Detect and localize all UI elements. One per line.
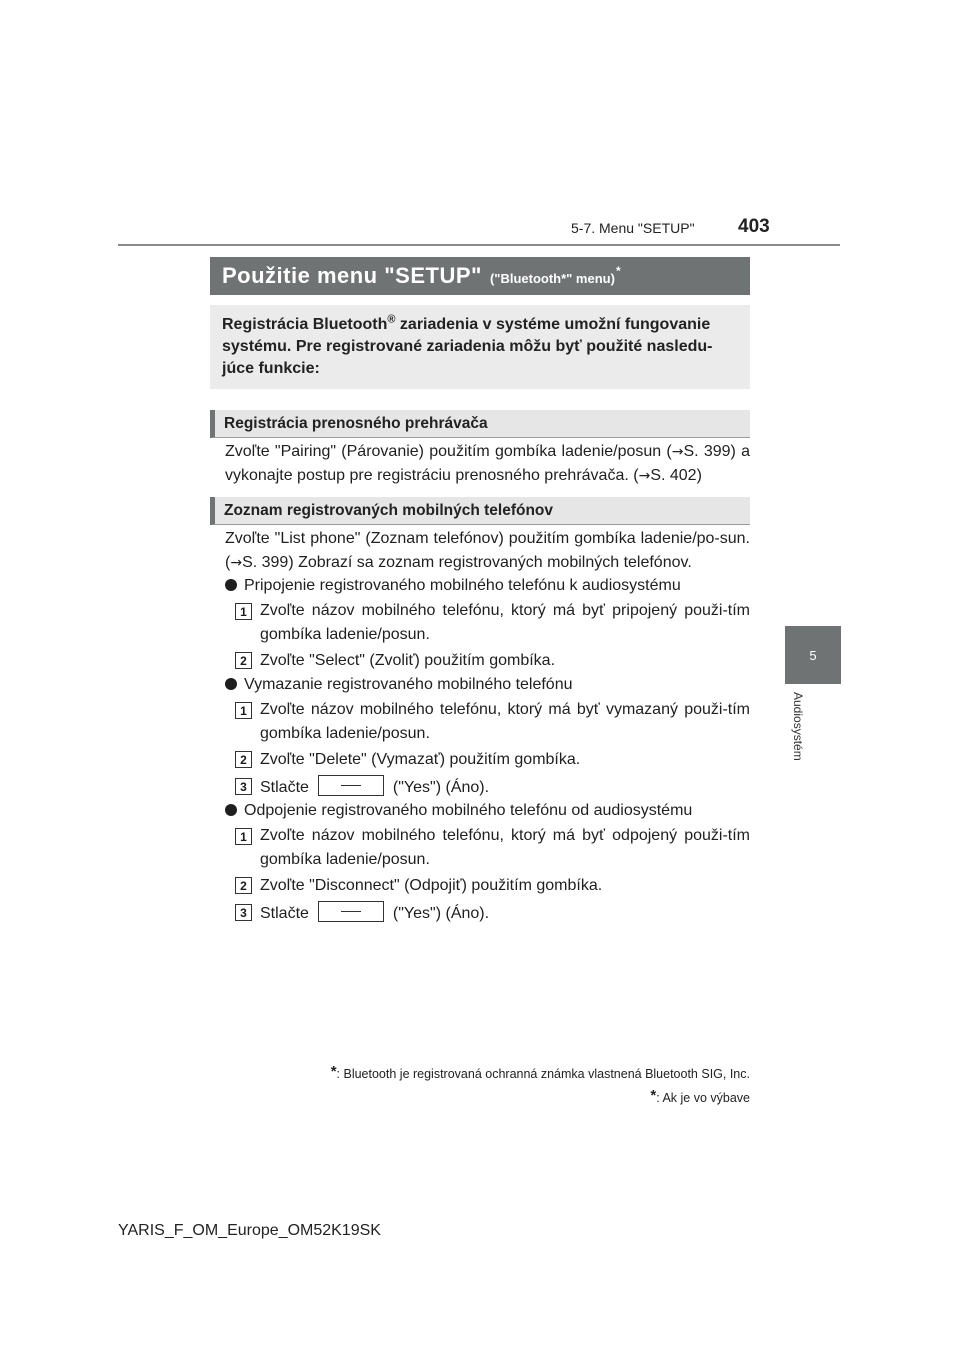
footnote-asterisk: * — [650, 1087, 657, 1104]
step-number: 3 — [235, 778, 252, 795]
step-text: Stlačte ("Yes") (Áno). — [260, 775, 750, 800]
step-text: Zvoľte "Disconnect" (Odpojiť) použitím gombíka. — [260, 877, 603, 894]
page-number: 403 — [738, 216, 770, 237]
title-sub: ("Bluetooth*" menu)* — [489, 263, 621, 286]
section-phone-list-text: Zvoľte "List phone" (Zoznam telefónov) použitím gombíka ladenie/po-sun. (→S. 399) Zobrazí sa zoznam registrovaných mobilných telefónov. — [225, 530, 750, 571]
footnote-bluetooth: *: Bluetooth je registrovaná ochranná známka vlastnená Bluetooth SIG, Inc. — [330, 1063, 750, 1081]
arrow-icon: → — [230, 555, 243, 571]
title-main: Použitie menu "SETUP" — [222, 263, 482, 288]
step-number: 2 — [235, 877, 252, 894]
bullet-icon — [225, 804, 237, 816]
list-item: Vymazanie registrovaného mobilného telefónu — [225, 673, 750, 697]
title-asterisk: * — [615, 263, 621, 278]
header-rule — [118, 244, 840, 246]
section-portable-player-text: Zvoľte "Pairing" (Párovanie) použitím gombíka ladenie/posun (→S. 399) a vykonajte postup pre registráciu prenosného prehrávača. (→S. 402) — [225, 443, 750, 484]
step-number: 1 — [235, 702, 252, 719]
step-text: Zvoľte názov mobilného telefónu, ktorý má byť odpojený použi-tím gombíka ladenie/posun. — [260, 827, 750, 868]
chapter-tab: 5 — [785, 626, 841, 684]
document-id: YARIS_F_OM_Europe_OM52K19SK — [118, 1222, 381, 1239]
footnote-optional: *: Ak je vo výbave — [650, 1087, 750, 1105]
step-text: Zvoľte "Select" (Zvoliť) použitím gombíka. — [260, 652, 556, 669]
step-text: Zvoľte názov mobilného telefónu, ktorý má byť pripojený použi-tím gombíka ladenie/posun. — [260, 602, 750, 643]
list-item: Pripojenie registrovaného mobilného telefónu k audiosystému — [225, 574, 750, 598]
intro-text-1: Registrácia Bluetooth — [222, 316, 388, 333]
step-number: 2 — [235, 652, 252, 669]
section-heading-portable-player: Registrácia prenosného prehrávača — [210, 410, 750, 438]
yes-key-icon — [318, 901, 384, 922]
bullet-icon — [225, 678, 237, 690]
step-number: 2 — [235, 751, 252, 768]
registered-mark: ® — [387, 313, 396, 326]
yes-key-icon — [318, 775, 384, 796]
intro-box — [210, 305, 750, 389]
chapter-label: Audiosystém — [791, 692, 805, 761]
section-heading-phone-list: Zoznam registrovaných mobilných telefónov — [210, 497, 750, 525]
step-number: 1 — [235, 828, 252, 845]
header-section-title: 5-7. Menu "SETUP" — [571, 220, 695, 236]
step-number: 1 — [235, 603, 252, 620]
bullet-icon — [225, 579, 237, 591]
intro-text-2: zariadenia v systéme umožní fungovanie systému. Pre registrované zariadenia môžu byť použité nasledu-júce funkcie: — [222, 316, 713, 377]
arrow-icon: → — [671, 444, 684, 460]
step-text: Stlačte ("Yes") (Áno). — [260, 901, 750, 926]
page-title — [210, 257, 750, 295]
arrow-icon: → — [638, 468, 651, 484]
step-text: Zvoľte názov mobilného telefónu, ktorý má byť vymazaný použi-tím gombíka ladenie/posun. — [260, 701, 750, 742]
step-text: Zvoľte "Delete" (Vymazať) použitím gombíka. — [260, 751, 581, 768]
footnote-asterisk: * — [330, 1063, 337, 1080]
list-item: Odpojenie registrovaného mobilného telefónu od audiosystému — [225, 799, 750, 823]
step-number: 3 — [235, 904, 252, 921]
